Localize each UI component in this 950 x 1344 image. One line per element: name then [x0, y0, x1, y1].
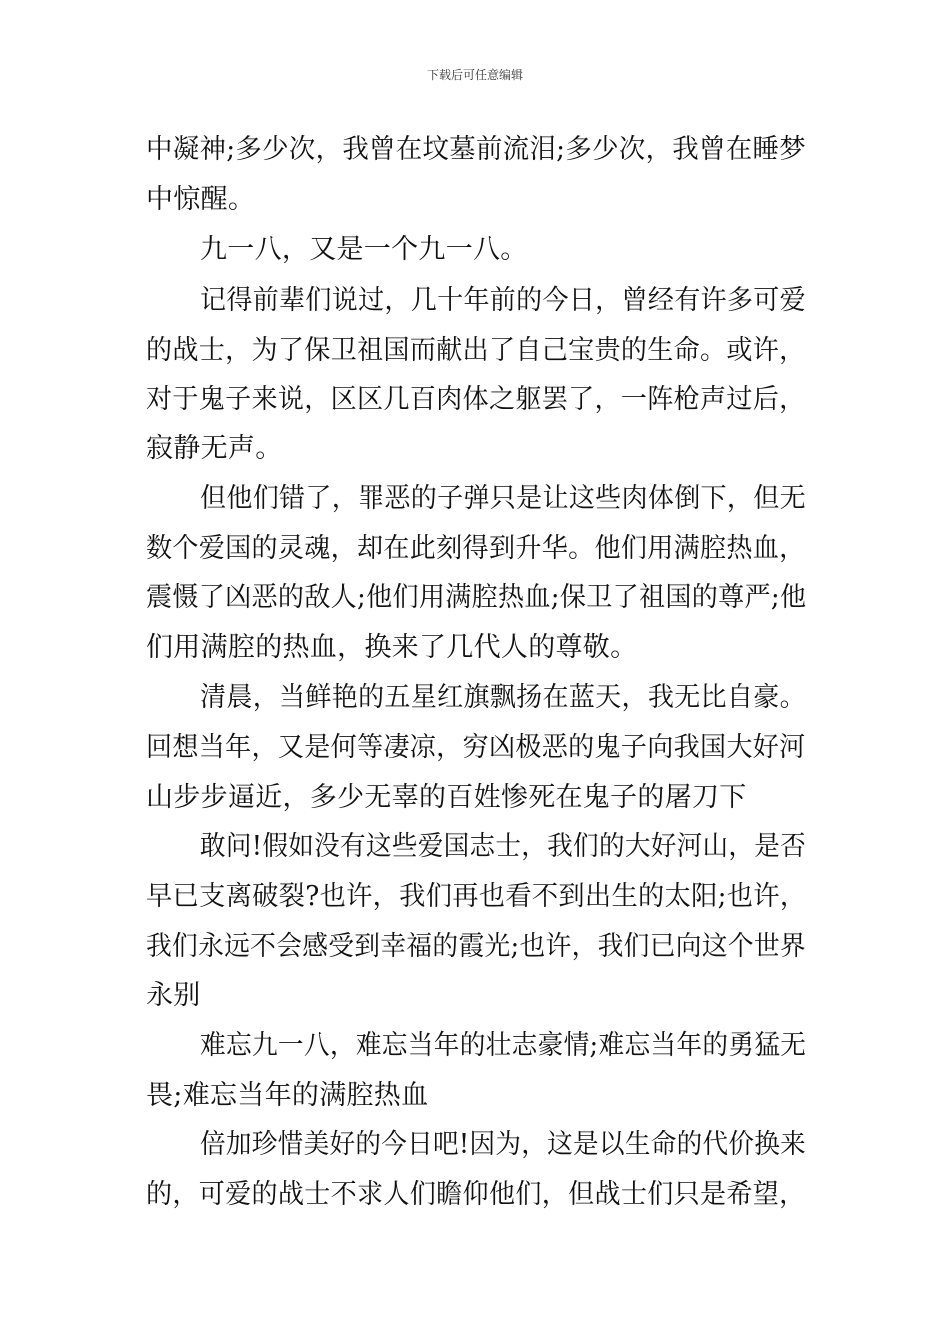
body-line: 清晨，当鲜艳的五星红旗飘扬在蓝天，我无比自豪。 — [200, 682, 806, 713]
body-line: 难忘九一八，难忘当年的壮志豪情;难忘当年的勇猛无 — [200, 1030, 807, 1061]
body-line: 山步步逼近，多少无辜的百姓惨死在鬼子的屠刀下 — [146, 782, 747, 813]
body-line: 数个爱国的灵魂，却在此刻得到升华。他们用满腔热血， — [146, 533, 806, 564]
body-line: 记得前辈们说过，几十年前的今日，曾经有许多可爱 — [200, 285, 806, 316]
body-line: 但他们错了，罪恶的子弹只是让这些肉体倒下，但无 — [200, 483, 806, 514]
body-line: 寂静无声。 — [146, 433, 283, 464]
body-line: 们用满腔的热血，换来了几代人的尊敬。 — [146, 632, 638, 663]
page-header: 下载后可任意编辑 — [426, 68, 523, 82]
body-line: 九一八，又是一个九一八。 — [200, 234, 528, 265]
body-line: 早已支离破裂?也许，我们再也看不到出生的太阳;也许， — [146, 881, 807, 912]
body-line: 中凝神;多少次，我曾在坟墓前流泪;多少次，我曾在睡梦 — [146, 134, 806, 165]
body-line: 的，可爱的战士不求人们瞻仰他们，但战士们只是希望， — [146, 1179, 806, 1210]
body-line: 的战士，为了保卫祖国而献出了自己宝贵的生命。或许， — [146, 335, 806, 366]
body-line: 中惊醒。 — [146, 184, 256, 215]
body-line: 我们永远不会感受到幸福的霞光;也许，我们已向这个世界 — [146, 931, 806, 962]
body-line: 震慑了凶恶的敌人;他们用满腔热血;保卫了祖国的尊严;他 — [146, 582, 807, 613]
body-line: 倍加珍惜美好的今日吧!因为，这是以生命的代价换来 — [200, 1129, 807, 1160]
body-line: 回想当年，又是何等凄凉，穷凶极恶的鬼子向我国大好河 — [146, 732, 806, 763]
body-line: 永别 — [146, 980, 201, 1011]
body-line: 敢问!假如没有这些爱国志士，我们的大好河山，是否 — [200, 831, 807, 862]
body-line: 畏;难忘当年的满腔热血 — [146, 1080, 429, 1111]
body-line: 对于鬼子来说，区区几百肉体之躯罢了，一阵枪声过后， — [146, 384, 806, 415]
